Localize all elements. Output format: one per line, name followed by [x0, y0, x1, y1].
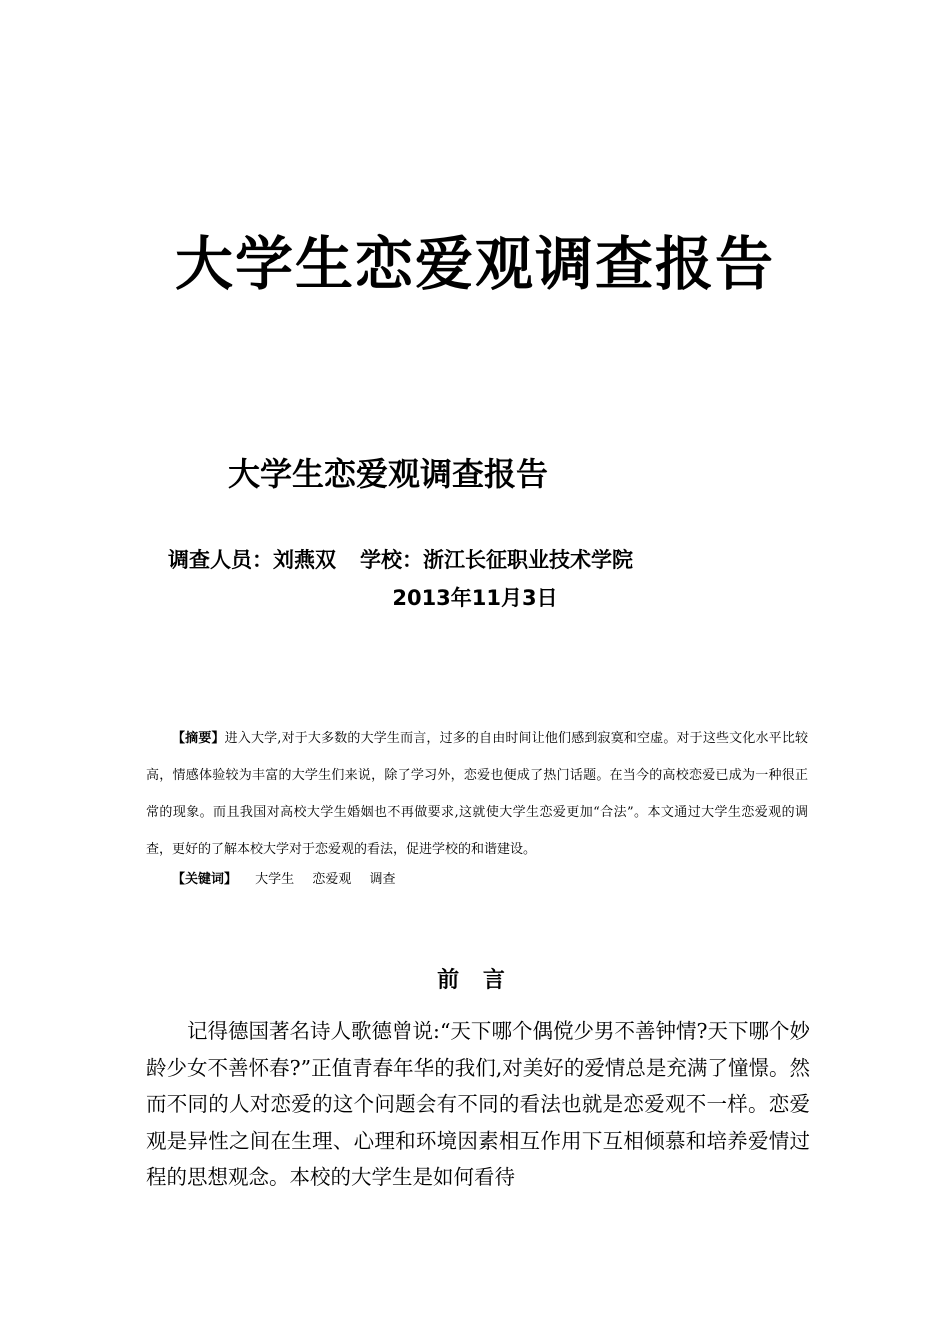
keyword-item: 恋爱观 — [312, 872, 352, 887]
abstract-text: 进入大学,对于大多数的大学生而言，过多的自由时间让他们感到寂寞和空虚。对于这些文化水平比较高，情感体验较为丰富的大学生们来说，除了学习外，恋爱也便成了热门话题。在当今的高校恋爱已成为一种很正常的现象。而且我国对高校大学生婚姻也不再做要求,这就使大学生恋爱更加“合法”。本文通过大学生恋爱观的调查，更好的了解本校大学对于恋爱观的看法，促进学校的和谐建设。 — [146, 731, 808, 857]
report-date: 2013年11月3日 — [392, 586, 558, 610]
abstract-label: 【摘要】 — [172, 731, 225, 746]
sub-title: 大学生恋爱观调查报告 — [228, 455, 549, 493]
preface-paragraph: 记得德国著名诗人歌德曾说:“天下哪个偶傥少男不善钟情?天下哪个妙龄少女不善怀春?”正值青春年华的我们,对美好的爱情总是充满了憧憬。然而不同的人对恋爱的这个问题会有不同的看法也就是恋爱观不一样。恋爱观是异性之间在生理、心理和环境因素相互作用下互相倾慕和培养爱情过程的思想观念。本校的大学生是如何看待 — [146, 1019, 810, 1189]
keywords-label: 【关键词】 — [172, 872, 238, 887]
author-line — [168, 545, 633, 575]
main-title: 大学生恋爱观调查报告 — [174, 230, 775, 298]
author-label: 调查人员：刘燕双 — [168, 548, 336, 572]
keyword-item: 大学生 — [255, 872, 295, 887]
school-label: 学校：浙江长征职业技术学院 — [360, 548, 633, 572]
keyword-item: 调查 — [369, 872, 396, 887]
abstract-paragraph — [146, 720, 808, 868]
section-heading-preface: 前 言 — [437, 968, 513, 993]
keywords-line — [172, 866, 395, 894]
